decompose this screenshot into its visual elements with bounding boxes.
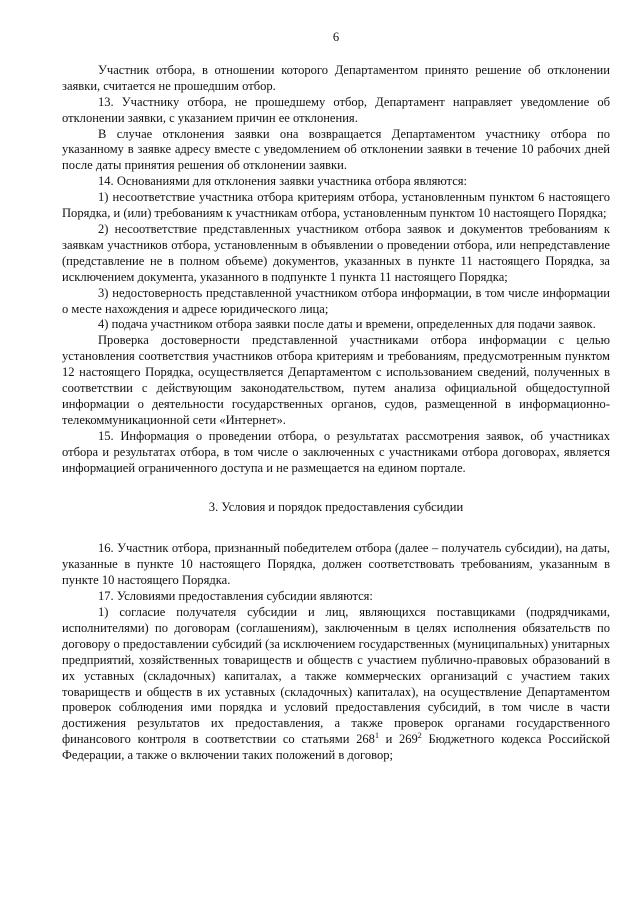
paragraph: Участник отбора, в отношении которого Департаментом принято решение об отклонении заявки, считается не прошедшим отбор. xyxy=(62,62,610,93)
superscript-1: 1 xyxy=(374,731,379,741)
paragraph: 15. Информация о проведении отбора, о результатах рассмотрения заявок, об участниках отбора и результатах отбора, в том числе о заключенных с участниками отбора договорах, является информацией ограниченного доступа и не размещается на едином портале. xyxy=(62,428,610,475)
paragraph: 3) недостоверность представленной участником отбора информации, в том числе информации о месте нахождения и адресе юридического лица; xyxy=(62,285,610,316)
final-text-mid: и 269 xyxy=(378,732,418,747)
section-title: 3. Условия и порядок предоставления субсидии xyxy=(208,500,464,515)
paragraph: В случае отклонения заявки она возвращается Департаментом участнику отбора по указанному в заявке адресу вместе с уведомлением об отклонении заявки в течение 10 рабочих дней после даты принятия решения об отклонении заявки. xyxy=(62,126,610,173)
paragraph: 16. Участник отбора, признанный победителем отбора (далее – получатель субсидии), на даты, указанные в пункте 10 настоящего Порядка, должен соответствовать требованиям, указанным в пункте 10 настоящего Порядка. xyxy=(62,541,610,588)
paragraph-final xyxy=(62,605,610,764)
paragraph: 1) несоответствие участника отбора критериям отбора, установленным пунктом 6 настоящего Порядка, и (или) требованиям к участникам отбора, установленным пунктом 10 настоящего Порядка; xyxy=(62,190,610,221)
final-text-start: 1) согласие получателя субсидии и лиц, являющихся поставщиками (подрядчиками, исполнителями) по договорам (соглашениям), заключенным в целях исполнения обязательств по договору о предоставлении субсидий (за исключением государственных (муниципальных) унитарных предприятий, хозяйственных товариществ и обществ с участием публично-правовых образований в их уставных (складочных) капиталах, а также коммерческих организаций с участием таких товариществ и обществ в их уставных (складочных) капиталах), на осуществление Департаментом проверок соблюдения ими порядка и условий предоставления субсидий, в том числе в части достижения результатов их предоставления, а также проверок органами государственного финансового контроля в соответствии со статьями 268 xyxy=(62,605,610,747)
paragraph: 4) подача участником отбора заявки после даты и времени, определенных для подачи заявок. xyxy=(98,317,596,332)
superscript-2: 2 xyxy=(417,731,422,741)
paragraph: 17. Условиями предоставления субсидии являются: xyxy=(98,589,373,604)
final-text-end: Бюджетного кодекса Российской Федерации, а также о включении таких положений в договор; xyxy=(62,732,610,763)
page-number: 6 xyxy=(332,30,340,44)
paragraph: 14. Основаниями для отклонения заявки участника отбора являются: xyxy=(98,174,468,189)
document-page xyxy=(62,30,610,764)
paragraph: 13. Участнику отбора, не прошедшему отбор, Департамент направляет уведомление об отклонении заявки, с указанием причин ее отклонения. xyxy=(62,94,610,125)
paragraph: Проверка достоверности представленной участниками отбора информации с целью установления соответствия участников отбора критериям и требованиям, предусмотренным пунктом 12 настоящего Порядка, осуществляется Департаментом с использованием сведений, полученных в соответствии с действующим законодательством, путем анализа официальной общедоступной информации о деятельности государственных органов, судов, размещенной в информационно-телекоммуникационной сети «Интернет». xyxy=(62,333,610,427)
paragraph: 2) несоответствие представленных участником отбора заявок и документов требованиям к заявкам участников отбора, установленным в объявлении о проведении отбора, или непредставление (представление не в полном объеме) документов, указанных в пункте 11 настоящего Порядка, за исключением документа, указанного в подпункте 1 пункта 11 настоящего Порядка; xyxy=(62,221,610,284)
